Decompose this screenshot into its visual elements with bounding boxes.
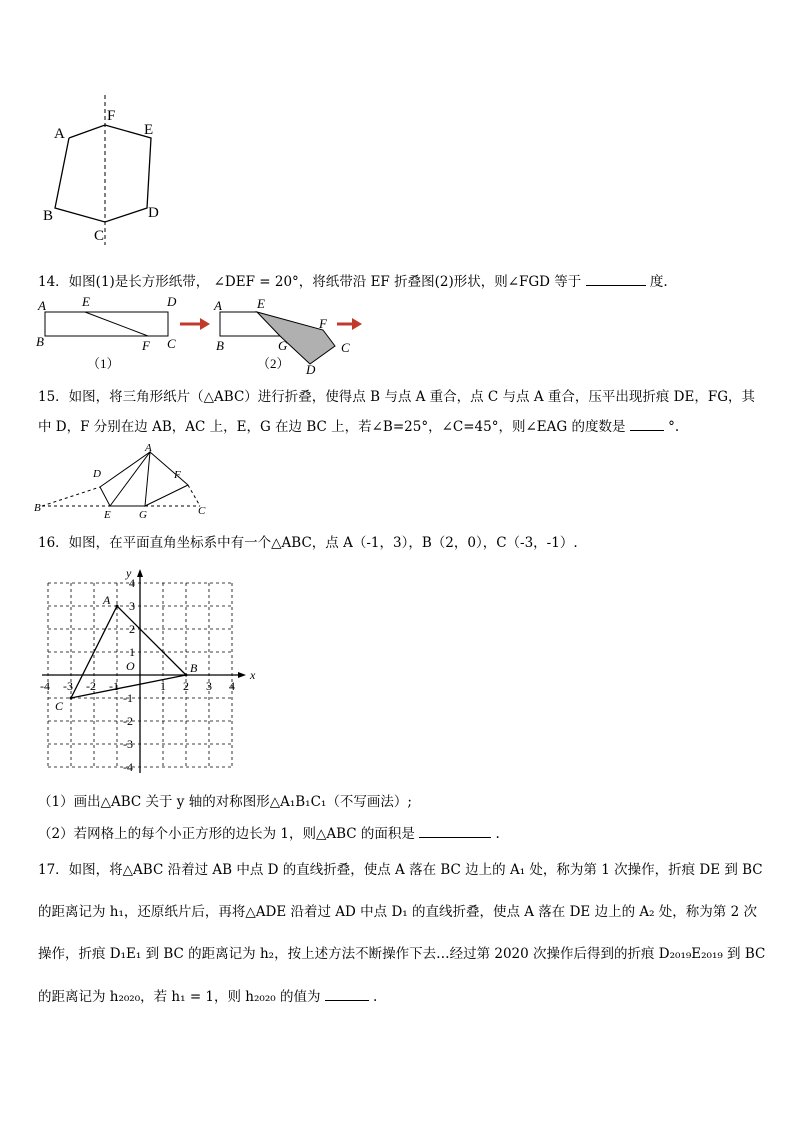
x-tick-label: 2 [183, 679, 189, 693]
label-c: C [198, 505, 206, 517]
x-tick-label: 3 [206, 679, 212, 693]
q14-figure [30, 292, 380, 376]
label-b: B [34, 502, 41, 514]
fig1-label-f: F [142, 338, 150, 353]
q15-text-line1: 15．如图，将三角形纸片（△ABC）进行折叠，使得点 B 与点 A 重合，点 C 与点 A 重合，压平出现折痕 DE，FG，其 [38, 389, 756, 405]
origin-label: O [126, 659, 135, 673]
fig1-label-e: E [82, 294, 90, 309]
y-tick-label: 4 [129, 576, 135, 590]
q17-line2: 的距离记为 h₁，还原纸片后，再将△ADE 沿着过 AD 中点 D₁ 的直线折叠，使点 A 落在 DE 边上的 A₂ 处，称为第 2 次 [38, 904, 757, 920]
y-tick-label: 2 [129, 622, 135, 636]
fold-line-ef [85, 312, 148, 336]
y-tick-label: -3 [123, 737, 133, 751]
x-axis-label: x [250, 668, 256, 682]
label-f: F [174, 469, 181, 481]
fig1-label-b: B [36, 334, 44, 349]
vertex-label-b: B [43, 208, 54, 224]
x-tick-label: -4 [40, 679, 50, 693]
paper-strip-rect [45, 312, 168, 336]
fig2-label-b: B [216, 338, 224, 353]
x-tick-label: -1 [109, 679, 119, 693]
q17-line3: 操作，折痕 D₁E₁ 到 BC 的距离记为 h₂，按上述方法不断操作下去…经过第 2020 次操作后得到的折痕 D₂₀₁₉E₂₀₁₉ 到 BC [38, 946, 766, 962]
q15-answer-blank[interactable] [630, 418, 664, 431]
vertex-label-d: D [148, 205, 159, 221]
label-g: G [139, 509, 147, 520]
fig2-label-f: F [319, 316, 327, 331]
coordinate-grid-chart [30, 560, 270, 775]
fig1-label-a: A [38, 298, 46, 313]
fig1-label-d: D [167, 294, 177, 309]
q16-sub1: （1）画出△ABC 关于 y 轴的对称图形△A₁B₁C₁（不写画法）; [38, 794, 412, 810]
q16-answer-blank[interactable] [419, 825, 491, 838]
pentagon-figure [40, 90, 180, 250]
pentagon-outline [55, 125, 151, 222]
vertex-label-c: C [94, 228, 105, 244]
label-e: E [104, 509, 111, 520]
x-tick-label: 4 [229, 679, 235, 693]
fig2-label-a: A [214, 298, 222, 313]
fig1-label-c: C [167, 336, 176, 351]
x-tick-label: -3 [63, 679, 73, 693]
y-tick-label: -2 [123, 714, 133, 728]
vertex-label-f: F [107, 108, 116, 124]
y-axis-arrow-icon [137, 569, 143, 577]
q17-answer-blank[interactable] [325, 988, 369, 1001]
q17-line4: 的距离记为 h₂₀₂₀，若 h₁ = 1，则 h₂₀₂₀ 的值为 . [38, 989, 378, 1005]
fig1-caption: （1） [87, 356, 120, 371]
q14-text: 14．如图(1)是长方形纸带， ∠DEF = 20°，将纸带沿 EF 折叠图(2)形状，则∠FGD 等于 度. [38, 274, 668, 290]
point-label-b: B [190, 661, 198, 675]
fig2-label-e: E [257, 296, 265, 311]
x-axis-arrow-icon [238, 672, 246, 678]
q17-line1: 17．如图，将△ABC 沿着过 AB 中点 D 的直线折叠，使点 A 落在 BC 边上的 A₁ 处，称为第 1 次操作，折痕 DE 到 BC [38, 862, 763, 878]
vertex-label-a: A [54, 126, 65, 142]
red-arrow-icon [337, 318, 362, 330]
point-c [70, 697, 73, 700]
vertex-label-e: E [144, 122, 154, 138]
q16-text: 16．如图，在平面直角坐标系中有一个△ABC，点 A（-1，3），B（2，0），C（-3，-1）. [38, 535, 578, 551]
label-a: A [145, 442, 152, 454]
x-tick-label: -2 [86, 679, 96, 693]
label-d: D [93, 468, 101, 480]
axes [42, 569, 246, 773]
fig2-caption: （2） [257, 356, 290, 371]
q15-triangle-figure [30, 440, 220, 520]
fig2-label-d: D [306, 362, 316, 376]
point-b [185, 674, 188, 677]
red-arrow-icon [180, 318, 210, 330]
dashed-edge-bd [42, 487, 100, 506]
y-tick-label: 1 [129, 645, 135, 659]
dashed-edge-fc [188, 485, 200, 506]
y-tick-label: -4 [123, 760, 133, 774]
point-a [116, 605, 119, 608]
point-label-c: C [55, 699, 64, 713]
q14-answer-blank[interactable] [586, 273, 646, 286]
y-axis-label: y [126, 566, 132, 580]
x-tick-label: 1 [160, 679, 166, 693]
point-label-a: A [103, 593, 111, 607]
y-tick-label: 3 [129, 599, 135, 613]
fig2-label-c: C [341, 340, 350, 355]
q15-text-line2: 中 D，F 分别在边 AB，AC 上，E，G 在边 BC 上，若∠B=25°，∠C=45°，则∠EAG 的度数是 °. [38, 419, 680, 435]
y-tick-label: -1 [123, 691, 133, 705]
fig2-label-g: G [278, 338, 288, 353]
q16-sub2: （2）若网格上的每个小正方形的边长为 1，则△ABC 的面积是 . [38, 826, 500, 842]
